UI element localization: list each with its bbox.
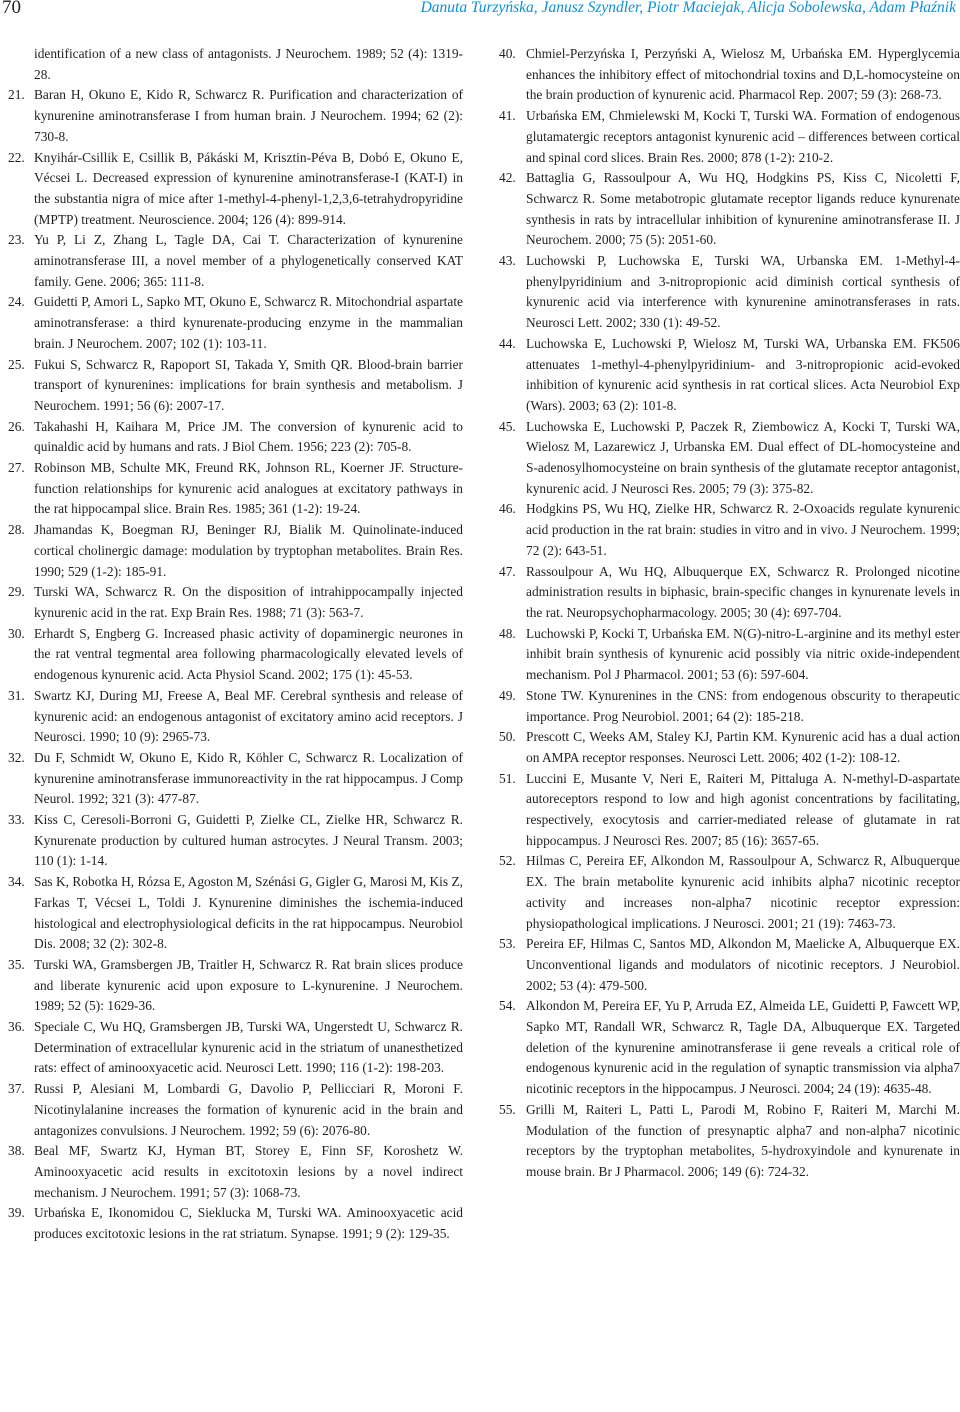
reference-text: Luchowska E, Luchowski P, Paczek R, Ziembowicz A, Kocki T, Turski WA, Wielosz M, Lazarewicz J, Urbanska EM. Dual effect of DL-homocysteine and S-adenosylhomocysteine on brain synthesis of the glutamate receptor antagonist, kynurenic acid. J Neurosci Res. 2005; 79 (3): 375-82.: [526, 418, 960, 496]
reference-item: [8, 1079, 463, 1141]
reference-number: 26.: [8, 418, 25, 434]
reference-number: 29.: [8, 584, 25, 600]
reference-number: 48.: [499, 625, 516, 641]
reference-text: Fukui S, Schwarcz R, Rapoport SI, Takada Y, Smith QR. Blood-brain barrier transport of kynurenines: implications for brain synthesis and metabolism. J Neurochem. 1991; 56 (6): 2007-17.: [34, 356, 463, 413]
reference-number: 22.: [8, 149, 25, 165]
reference-item: [499, 44, 960, 106]
reference-number: 33.: [8, 812, 25, 828]
reference-text: Russi P, Alesiani M, Lombardi G, Davolio P, Pellicciari R, Moroni F. Nicotinylalanine increases the formation of kynurenic acid in the brain and antagonizes convulsions. J Neurochem. 1992; 59 (6): 2076-80.: [34, 1081, 463, 1138]
reference-item: [499, 417, 960, 500]
reference-item: [8, 417, 463, 458]
reference-number: 36.: [8, 1019, 25, 1035]
reference-item: [8, 582, 463, 623]
reference-item: [8, 686, 463, 748]
reference-number: 52.: [499, 853, 516, 869]
reference-item: [8, 624, 463, 686]
reference-item: [499, 727, 960, 768]
reference-text: Luchowska E, Luchowski P, Wielosz M, Turski WA, Urbanska EM. FK506 attenuates 1-methyl-4-phenylpyridinium- and 3-nitropropionic acid-evoked inhibition of kynurenic acid synthesis in rat cortical slices. Acta Neurobiol Exp (Wars). 2003; 63 (2): 101-8.: [526, 335, 960, 413]
reference-number: 39.: [8, 1205, 25, 1221]
running-header-authors: Danuta Turzyńska, Janusz Szyndler, Piotr Maciejak, Alicja Sobolewska, Adam Płaźnik: [420, 0, 956, 16]
reference-item: [499, 996, 960, 1100]
reference-text: Grilli M, Raiteri L, Patti L, Parodi M, Robino F, Raiteri M, Marchi M. Modulation of the function of presynaptic alpha7 and non-alpha7 nicotinic receptors by the tryptophan metabolites, 5-hydroxyindole and kynurenate in mouse brain. Br J Pharmacol. 2006; 149 (6): 724-32.: [526, 1101, 960, 1179]
reference-item: [499, 106, 960, 168]
page-header: [0, 0, 960, 24]
reference-number: 23.: [8, 232, 25, 248]
reference-number: 21.: [8, 87, 25, 103]
reference-item: [499, 1100, 960, 1183]
reference-item: [8, 85, 463, 147]
reference-item: [8, 1141, 463, 1203]
reference-text: Speciale C, Wu HQ, Gramsbergen JB, Turski WA, Ungerstedt U, Schwarcz R. Determination of extracellular kynurenic acid in the striatum of unanesthetized rats: effect of aminooxyacetic acid. Neurosci Lett. 1990; 116 (1-2): 198-203.: [34, 1019, 463, 1076]
reference-item: [499, 851, 960, 934]
reference-text: Rassoulpour A, Wu HQ, Albuquerque EX, Schwarcz R. Prolonged nicotine administration results in biphasic, brain-specific changes in kynurenate levels in the rat. Neuropsychopharmacology. 2005; 30 (4): 697-704.: [526, 563, 960, 620]
page-number: 70: [2, 0, 21, 18]
reference-text: Beal MF, Swartz KJ, Hyman BT, Storey E, Finn SF, Koroshetz W. Aminooxyacetic acid results in excitotoxin lesions by a novel indirect mechanism. J Neurochem. 1991; 57 (3): 1068-73.: [34, 1143, 463, 1200]
reference-number: 40.: [499, 46, 516, 61]
reference-number: 42.: [499, 170, 516, 186]
reference-number: 55.: [499, 1101, 516, 1117]
reference-text: Hodgkins PS, Wu HQ, Zielke HR, Schwarcz R. 2-Oxoacids regulate kynurenic acid production in the rat brain: studies in vitro and in vivo. J Neurochem. 1999; 72 (2): 643-51.: [526, 501, 960, 558]
reference-item: [499, 686, 960, 727]
reference-item: [8, 520, 463, 582]
reference-item: [499, 168, 960, 251]
reference-text: Kiss C, Ceresoli-Borroni G, Guidetti P, Zielke CL, Zielke HR, Schwarcz R. Kynurenate production by cultured human astrocytes. J Neural Transm. 2003; 110 (1): 1-14.: [34, 812, 463, 869]
reference-item: [8, 458, 463, 520]
reference-text: Turski WA, Gramsbergen JB, Traitler H, Schwarcz R. Rat brain slices produce and liberate kynurenic acid upon exposure to L-kynurenine. J Neurochem. 1989; 52 (5): 1629-36.: [34, 956, 463, 1014]
reference-item: [8, 44, 463, 85]
reference-text: Turski WA, Schwarcz R. On the disposition of intrahippocampally injected kynurenic acid in the rat. Exp Brain Res. 1988; 71 (3): 563-7.: [34, 584, 463, 620]
reference-number: 43.: [499, 253, 516, 269]
reference-number: 28.: [8, 522, 25, 538]
reference-number: 46.: [499, 501, 516, 517]
reference-text: Pereira EF, Hilmas C, Santos MD, Alkondon M, Maelicke A, Albuquerque EX. Unconventional ligands and modulators of nicotinic receptors. J Neurobiol. 2002; 53 (4): 479-500.: [526, 936, 960, 993]
reference-number: 35.: [8, 956, 25, 972]
reference-number: 25.: [8, 356, 25, 372]
reference-item: [8, 355, 463, 417]
reference-text: Prescott C, Weeks AM, Staley KJ, Partin KM. Kynurenic acid has a dual action on AMPA receptor responses. Neurosci Lett. 2006; 402 (1-2): 108-12.: [526, 729, 960, 765]
reference-number: 32.: [8, 749, 25, 765]
reference-text: Stone TW. Kynurenines in the CNS: from endogenous obscurity to therapeutic importance. Prog Neurobiol. 2001; 64 (2): 185-218.: [526, 687, 960, 724]
reference-text: Alkondon M, Pereira EF, Yu P, Arruda EZ, Almeida LE, Guidetti P, Fawcett WP, Sapko MT, Randall WR, Schwarcz R, Tagle DA, Albuquerque EX. Targeted deletion of the kynurenine aminotransferase ii gene reveals a critical role of endogenous kynurenic acid in the regulation of synaptic transmission via alpha7 nicotinic receptors in the hippocampus. J Neurosci. 2004; 24 (19): 4635-48.: [526, 998, 960, 1097]
reference-item: [8, 955, 463, 1017]
reference-item: [8, 748, 463, 810]
reference-text: Robinson MB, Schulte MK, Freund RK, Johnson RL, Koerner JF. Structure-function relationships for kynurenic acid analogues at excitatory pathways in the rat hippocampal slice. Brain Res. 1985; 361 (1-2): 19-24.: [34, 460, 463, 517]
reference-item: [8, 872, 463, 955]
reference-number: 44.: [499, 335, 516, 351]
reference-number: 37.: [8, 1081, 25, 1097]
reference-number: 31.: [8, 687, 25, 703]
reference-item: [499, 934, 960, 996]
reference-number: 54.: [499, 998, 516, 1014]
reference-item: [499, 251, 960, 334]
reference-item: [499, 562, 960, 624]
reference-item: [499, 624, 960, 686]
reference-number: 30.: [8, 625, 25, 641]
reference-text: Swartz KJ, During MJ, Freese A, Beal MF. Cerebral synthesis and release of kynurenic acid: an endogenous antagonist of excitatory amino acid receptors. J Neurosci. 1990; 10 (9): 2965-73.: [34, 687, 463, 745]
reference-item: [8, 810, 463, 872]
reference-number: 45.: [499, 418, 516, 434]
reference-text: Baran H, Okuno E, Kido R, Schwarcz R. Purification and characterization of kynurenine aminotransferase I from human brain. J Neurochem. 1994; 62 (2): 730-8.: [34, 87, 463, 144]
reference-number: 34.: [8, 874, 25, 890]
reference-item: [499, 769, 960, 852]
reference-number: 49.: [499, 687, 516, 703]
reference-text: Erhardt S, Engberg G. Increased phasic activity of dopaminergic neurones in the rat ventral tegmental area following pharmacologically elevated levels of endogenous kynurenic acid. Acta Physiol Scand. 2002; 175 (1): 45-53.: [34, 625, 463, 683]
reference-item: [8, 1203, 463, 1244]
reference-text: Sas K, Robotka H, Rózsa E, Agoston M, Szénási G, Gigler G, Marosi M, Kis Z, Farkas T, Vécsei L, Toldi J. Kynurenine diminishes the ischemia-induced histological and electrophysiological deficits in the rat hippocampus. Neurobiol Dis. 2008; 32 (2): 302-8.: [34, 874, 463, 952]
reference-text: Urbańska EM, Chmielewski M, Kocki T, Turski WA. Formation of endogenous glutamatergic receptors antagonist kynurenic acid – differences between cortical and spinal cord slices. Brain Res. 2000; 878 (1-2): 210-2.: [526, 108, 960, 165]
reference-text: Chmiel-Perzyńska I, Perzyński A, Wielosz M, Urbańska EM. Hyperglycemia enhances the inhibitory effect of mitochondrial toxins and D,L-homocysteine on the brain production of kynurenic acid. Pharmacol Rep. 2007; 59 (3): 268-73.: [526, 46, 960, 103]
reference-text: Knyihár-Csillik E, Csillik B, Pákáski M, Krisztin-Péva B, Dobó E, Okuno E, Vécsei L. Decreased expression of kynurenine aminotransferase-I (KAT-I) in the substantia nigra of mice after 1-methyl-4-phenyl-1,2,3,6-tetrahydropyridine (MPTP) treatment. Neuroscience. 2004; 126 (4): 899-914.: [34, 149, 463, 227]
reference-text: Jhamandas K, Boegman RJ, Beninger RJ, Bialik M. Quinolinate-induced cortical cholinergic damage: modulation by tryptophan metabolites. Brain Res. 1990; 529 (1-2): 185-91.: [34, 522, 463, 579]
references-left-column: [8, 44, 463, 1245]
reference-item: [8, 148, 463, 231]
reference-item: [499, 334, 960, 417]
reference-number: 53.: [499, 936, 516, 952]
reference-text: Luchowski P, Luchowska E, Turski WA, Urbanska EM. 1-Methyl-4-phenylpyridinium and 3-nitropropionic acid diminish cortical synthesis of kynurenic acid via interference with kynurenine aminotransferases in rats. Neurosci Lett. 2002; 330 (1): 49-52.: [526, 253, 960, 331]
reference-text: identification of a new class of antagonists. J Neurochem. 1989; 52 (4): 1319-28.: [34, 46, 463, 82]
reference-item: [499, 499, 960, 561]
references-right-column: [499, 44, 960, 1183]
reference-text: Battaglia G, Rassoulpour A, Wu HQ, Hodgkins PS, Kiss C, Nicoletti F, Schwarcz R. Some metabotropic glutamate receptor ligands reduce kynurenate synthesis in rats by intracellular inhibition of kynurenine aminotransferase II. J Neurochem. 2000; 75 (5): 2051-60.: [526, 170, 960, 248]
reference-number: 47.: [499, 563, 516, 579]
reference-number: [8, 44, 34, 85]
reference-text: Du F, Schmidt W, Okuno E, Kido R, Köhler C, Schwarcz R. Localization of kynurenine aminotransferase immunoreactivity in the rat hippocampus. J Comp Neurol. 1992; 321 (3): 477-87.: [34, 749, 463, 807]
reference-text: Hilmas C, Pereira EF, Alkondon M, Rassoulpour A, Schwarcz R, Albuquerque EX. The brain metabolite kynurenic acid inhibits alpha7 nicotinic receptor activity and increases non-alpha7 nicotinic receptor expression: physiopathological implications. J Neurosci. 2001; 21 (19): 7463-73.: [526, 853, 960, 931]
reference-number: 38.: [8, 1143, 25, 1159]
reference-text: Guidetti P, Amori L, Sapko MT, Okuno E, Schwarcz R. Mitochondrial aspartate aminotransferase: a third kynurenate-producing enzyme in the mammalian brain. J Neurochem. 2007; 102 (1): 103-11.: [34, 294, 463, 351]
reference-number: 27.: [8, 460, 25, 476]
reference-item: [8, 230, 463, 292]
reference-item: [8, 292, 463, 354]
reference-number: 51.: [499, 770, 516, 786]
reference-item: [8, 1017, 463, 1079]
reference-number: 41.: [499, 108, 516, 124]
reference-text: Takahashi H, Kaihara M, Price JM. The conversion of kynurenic acid to quinaldic acid by humans and rats. J Biol Chem. 1956; 223 (2): 705-8.: [34, 418, 463, 455]
reference-number: 24.: [8, 294, 25, 310]
reference-text: Urbańska E, Ikonomidou C, Sieklucka M, Turski WA. Aminooxyacetic acid produces excitotoxic lesions in the rat striatum. Synapse. 1991; 9 (2): 129-35.: [34, 1205, 463, 1242]
reference-text: Yu P, Li Z, Zhang L, Tagle DA, Cai T. Characterization of kynurenine aminotransferase III, a novel member of a phylogenetically conserved KAT family. Gene. 2006; 365: 111-8.: [34, 232, 463, 289]
reference-text: Luccini E, Musante V, Neri E, Raiteri M, Pittaluga A. N-methyl-D-aspartate autoreceptors respond to low and high agonist concentrations by facilitating, respectively, exocytosis and carrier-mediated release of glutamate in rat hippocampus. J Neurosci Res. 2007; 85 (16): 3657-65.: [526, 770, 960, 848]
reference-number: 50.: [499, 729, 516, 745]
reference-text: Luchowski P, Kocki T, Urbańska EM. N(G)-nitro-L-arginine and its methyl ester inhibit brain synthesis of kynurenic acid possibly via nitric oxide-independent mechanism. Pol J Pharmacol. 2001; 53 (6): 597-604.: [526, 625, 960, 683]
